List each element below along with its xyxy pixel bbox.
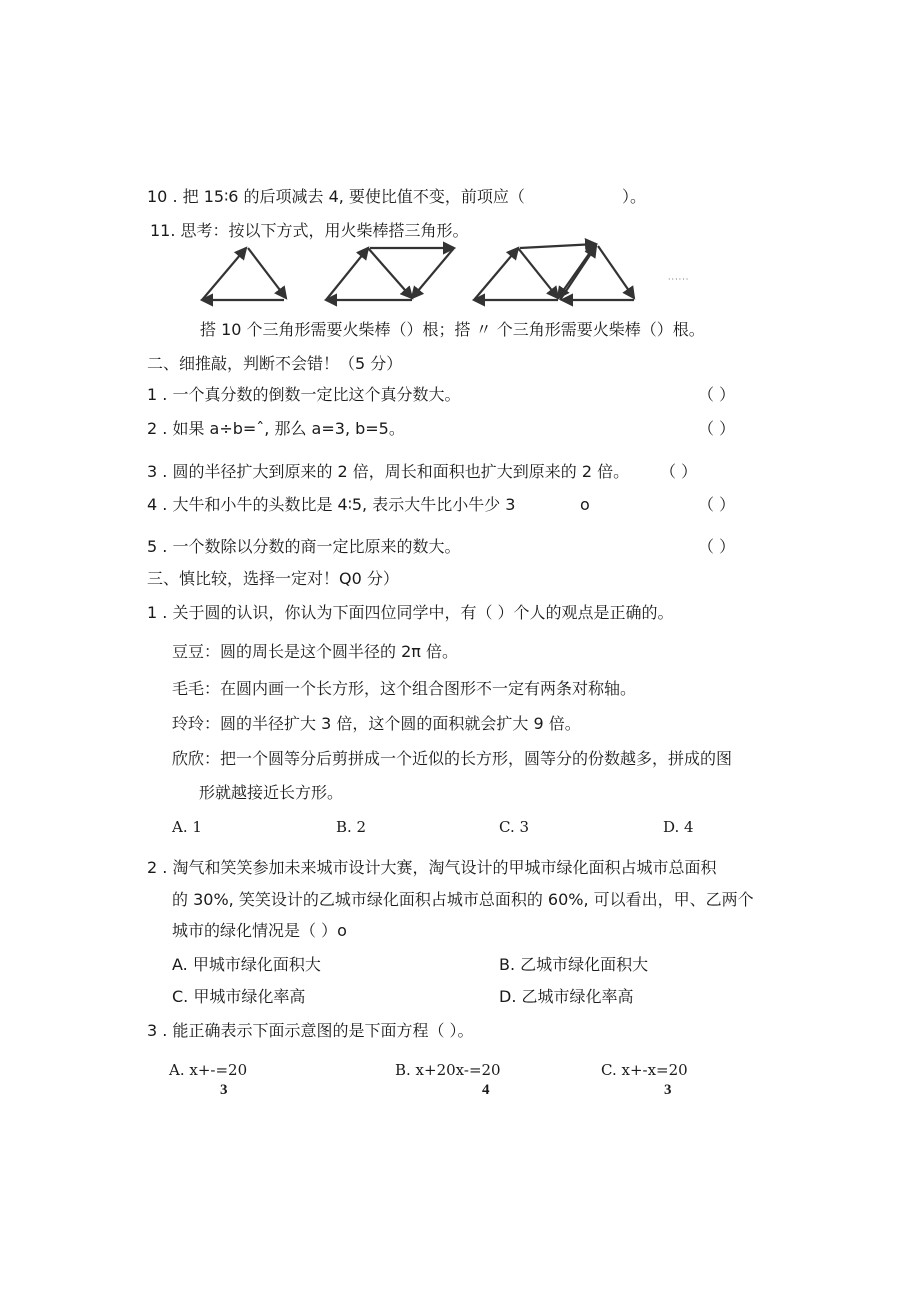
choice-q1-stem: 1 . 关于圆的认识，你认为下面四位同学中，有（ ）个人的观点是正确的。	[147, 603, 674, 622]
one-triangle-figure	[202, 248, 286, 300]
question-11-fill: 搭 10 个三角形需要火柴棒（）根；搭 〃 个三角形需要火柴棒（）根。	[200, 320, 705, 339]
question-10-text: 10 . 把 15∶6 的后项减去 4, 要使比值不变，前项应（	[147, 187, 525, 206]
q3-choice-b[interactable]: B. x+20x-=20	[395, 1061, 501, 1079]
choice-q3-stem: 3 . 能正确表示下面示意图的是下面方程（ ）。	[147, 1021, 474, 1040]
question-10-close: ）。	[622, 187, 647, 206]
judge-item-4-tail: o	[580, 495, 590, 514]
three-triangles-figure	[474, 244, 634, 300]
judge-item-3-answer[interactable]: （ ）	[660, 462, 698, 481]
two-triangles-figure	[326, 248, 454, 300]
q3-choice-c[interactable]: C. x+-x=20	[601, 1061, 688, 1079]
opinion-xinxin: 欣欣：把一个圆等分后剪拼成一个近似的长方形，圆等分的份数越多，拼成的图	[172, 749, 733, 768]
judge-item-2: 2 . 如果 a÷b=ˆ, 那么 a=3, b=5。	[147, 419, 405, 438]
judge-item-1: 1 . 一个真分数的倒数一定比这个真分数大。	[147, 385, 461, 404]
q2-choice-a[interactable]: A. 甲城市绿化面积大	[172, 955, 321, 974]
q2-choice-d[interactable]: D. 乙城市绿化率高	[499, 987, 634, 1006]
q1-choice-a[interactable]: A. 1	[172, 818, 202, 836]
choice-q2-line-1: 2 . 淘气和笑笑参加未来城市设计大赛，淘气设计的甲城市绿化面积占城市总面积	[147, 858, 717, 877]
matchstick-triangles-figure	[190, 238, 650, 310]
section-2-title: 二、细推敲，判断不会错！（5 分）	[147, 354, 403, 373]
judge-item-1-answer[interactable]: （ ）	[698, 385, 736, 404]
judge-item-4: 4 . 大牛和小牛的头数比是 4∶5, 表示大牛比小牛少 3	[147, 495, 516, 514]
judge-item-3: 3 . 圆的半径扩大到原来的 2 倍，周长和面积也扩大到原来的 2 倍。	[147, 462, 630, 481]
judge-item-2-answer[interactable]: （ ）	[698, 419, 736, 438]
section-3-title: 三、慎比较，选择一定对！Q0 分）	[147, 569, 399, 588]
question-11-text: 11. 思考：按以下方式，用火柴棒搭三角形。	[150, 221, 469, 240]
judge-item-5-answer[interactable]: （ ）	[698, 537, 736, 556]
opinion-lingling: 玲玲：圆的半径扩大 3 倍，这个圆的面积就会扩大 9 倍。	[172, 714, 581, 733]
judge-item-4-answer[interactable]: （ ）	[698, 495, 736, 514]
q3-b-denominator: 4	[482, 1082, 490, 1098]
q3-choice-a[interactable]: A. x+-=20	[169, 1061, 248, 1079]
opinion-doudou: 豆豆：圆的周长是这个圆半径的 2π 倍。	[172, 642, 458, 661]
q1-choice-c[interactable]: C. 3	[499, 818, 530, 836]
opinion-maomao: 毛毛：在圆内画一个长方形，这个组合图形不一定有两条对称轴。	[172, 679, 637, 698]
choice-q2-line-2: 的 30%, 笑笑设计的乙城市绿化面积占城市总面积的 60%, 可以看出，甲、乙两个	[172, 890, 754, 909]
judge-item-5: 5 . 一个数除以分数的商一定比原来的数大。	[147, 537, 461, 556]
q2-choice-c[interactable]: C. 甲城市绿化率高	[172, 987, 306, 1006]
opinion-xinxin-cont: 形就越接近长方形。	[199, 783, 344, 802]
ellipsis-dots: ······	[668, 275, 690, 284]
choice-q2-line-3: 城市的绿化情况是（ ）o	[172, 921, 347, 940]
q3-c-denominator: 3	[664, 1082, 672, 1098]
q2-choice-b[interactable]: B. 乙城市绿化面积大	[499, 955, 649, 974]
q1-choice-d[interactable]: D. 4	[663, 818, 694, 836]
q3-a-denominator: 3	[220, 1082, 228, 1098]
q1-choice-b[interactable]: B. 2	[336, 818, 367, 836]
